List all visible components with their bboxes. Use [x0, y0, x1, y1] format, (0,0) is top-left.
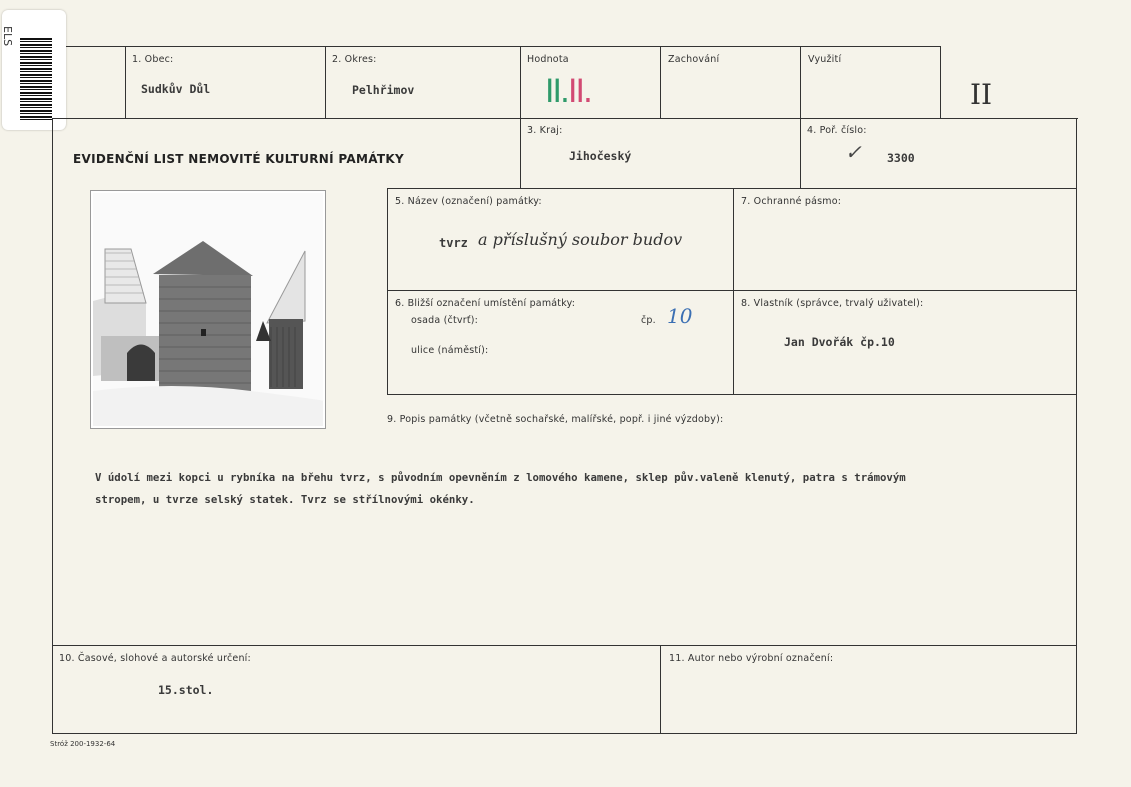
rule: [52, 118, 1078, 119]
nazev-label: 5. Název (označení) památky:: [395, 196, 542, 207]
rule: [387, 290, 1077, 291]
rule: [52, 118, 53, 733]
popis-line-2: stropem, u tvrze selský statek. Tvrz se střílnovými okénky.: [95, 493, 475, 506]
autor-label: 11. Autor nebo výrobní označení:: [669, 653, 834, 664]
popis-label: 9. Popis památky (včetně sochařské, malířské, popř. i jiné výzdoby):: [387, 414, 724, 425]
urceni-value: 15.stol.: [158, 683, 214, 697]
zachovani-label: Zachování: [668, 54, 720, 65]
rule: [387, 188, 520, 189]
popis-line-1: V údolí mezi kopci u rybníka na břehu tvrz, s původním opevněním z lomového kamene, sklep pův.valeně klenutý, patra s trámovým: [95, 471, 906, 484]
ochranne-pasmo-label: 7. Ochranné pásmo:: [741, 196, 842, 207]
nazev-typed: tvrz: [439, 236, 468, 250]
hodnota-value: II.II.: [545, 72, 592, 110]
document-title: EVIDENČNÍ LIST NEMOVITÉ KULTURNÍ PAMÁTKY: [73, 152, 404, 166]
vlastnik-value: Jan Dvořák čp.10: [784, 335, 895, 349]
por-cislo-label: 4. Poř. číslo:: [807, 125, 867, 136]
barcode-sticker: [2, 10, 66, 130]
rule: [520, 188, 1077, 189]
cp-label: čp.: [641, 315, 656, 326]
rule: [1076, 118, 1077, 733]
rule: [660, 645, 661, 733]
tower-photo-image: [91, 191, 325, 428]
rule: [387, 188, 388, 394]
vyuziti-label: Využití: [808, 54, 842, 65]
kraj-label: 3. Kraj:: [527, 125, 563, 136]
umisteni-label: 6. Bližší označení umístění památky:: [395, 298, 576, 309]
rule: [325, 46, 326, 118]
obec-value: Sudkův Důl: [141, 82, 211, 96]
sticker-label: ELS: [1, 26, 14, 47]
por-cislo-value: 3300: [887, 151, 915, 165]
rule: [733, 188, 734, 394]
rule: [52, 733, 1077, 734]
okres-label: 2. Okres:: [332, 54, 377, 65]
barcode-icon: [20, 38, 52, 122]
kraj-value: Jihočeský: [569, 149, 632, 163]
rule: [66, 46, 941, 47]
hodnota-label: Hodnota: [527, 54, 569, 65]
rule: [387, 394, 1077, 395]
checkmark-icon: ✓: [845, 140, 862, 164]
print-code: Stróž 200-1932-64: [50, 740, 116, 748]
rule: [125, 46, 126, 118]
rule: [940, 46, 941, 118]
osada-label: osada (čtvrť):: [411, 315, 479, 326]
rule: [660, 46, 661, 118]
cp-value: 10: [667, 304, 693, 328]
okres-value: Pelhřimov: [352, 83, 415, 97]
vlastnik-label: 8. Vlastník (správce, trvalý uživatel):: [741, 298, 924, 309]
rule: [52, 645, 1077, 646]
nazev-hand: a příslušný soubor budov: [478, 230, 683, 249]
obec-label: 1. Obec:: [132, 54, 174, 65]
tower-photo: [90, 190, 326, 429]
urceni-label: 10. Časové, slohové a autorské určení:: [59, 653, 251, 664]
corner-mark: II: [970, 78, 993, 111]
ulice-label: ulice (náměstí):: [411, 345, 489, 356]
rule: [800, 46, 801, 188]
rule: [520, 46, 521, 188]
